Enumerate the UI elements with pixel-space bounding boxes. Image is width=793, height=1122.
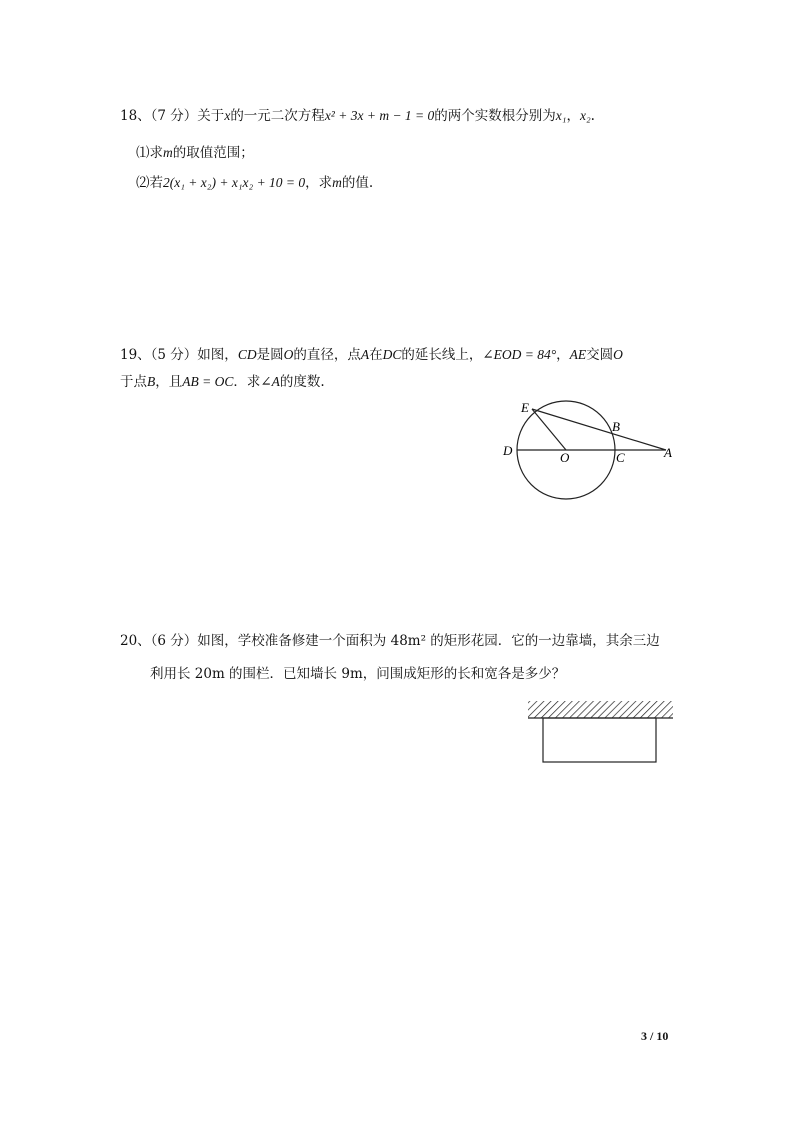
q19-line1: 19、（5 分）如图，CD是圆O的直径，点A在DC的延长线上，∠EOD = 84°，AE交圆O [120,347,623,363]
label-a: A [664,445,672,460]
q18-line1: 18、（7 分）关于x的一元二次方程x² + 3x + m − 1 = 0的两个实数根分别为x₁，x₂. [120,108,595,124]
q18-part2: ⑵若2(x₁ + x₂) + x₁x₂ + 10 = 0，求m的值. [136,175,374,191]
q18-condition: 2(x₁ + x₂) + x₁x₂ + 10 = 0 [163,175,306,190]
q19-angle: ∠EOD = 84° [482,347,557,362]
wall-hatch [528,701,673,718]
q18-equation: x² + 3x + m − 1 = 0 [324,108,435,123]
q19-line2: 于点B，且AB = OC．求∠A的度数. [120,374,325,390]
label-o: O [560,450,570,465]
label-e: E [521,400,529,415]
label-c: C [616,450,625,465]
label-b: B [612,419,620,434]
q20-line1: 20、（6 分）如图，学校准备修建一个面积为 48m² 的矩形花园．它的一边靠墙，其余三边 [120,633,660,649]
q20-line2: 利用长 20m 的围栏．已知墙长 9m，问围成矩形的长和宽各是多少？ [150,666,566,682]
garden-rectangle [543,718,656,762]
q18-part1: ⑴求m的取值范围； [136,145,254,161]
label-d: D [503,443,513,458]
page-number: 3 / 10 [641,1029,669,1043]
